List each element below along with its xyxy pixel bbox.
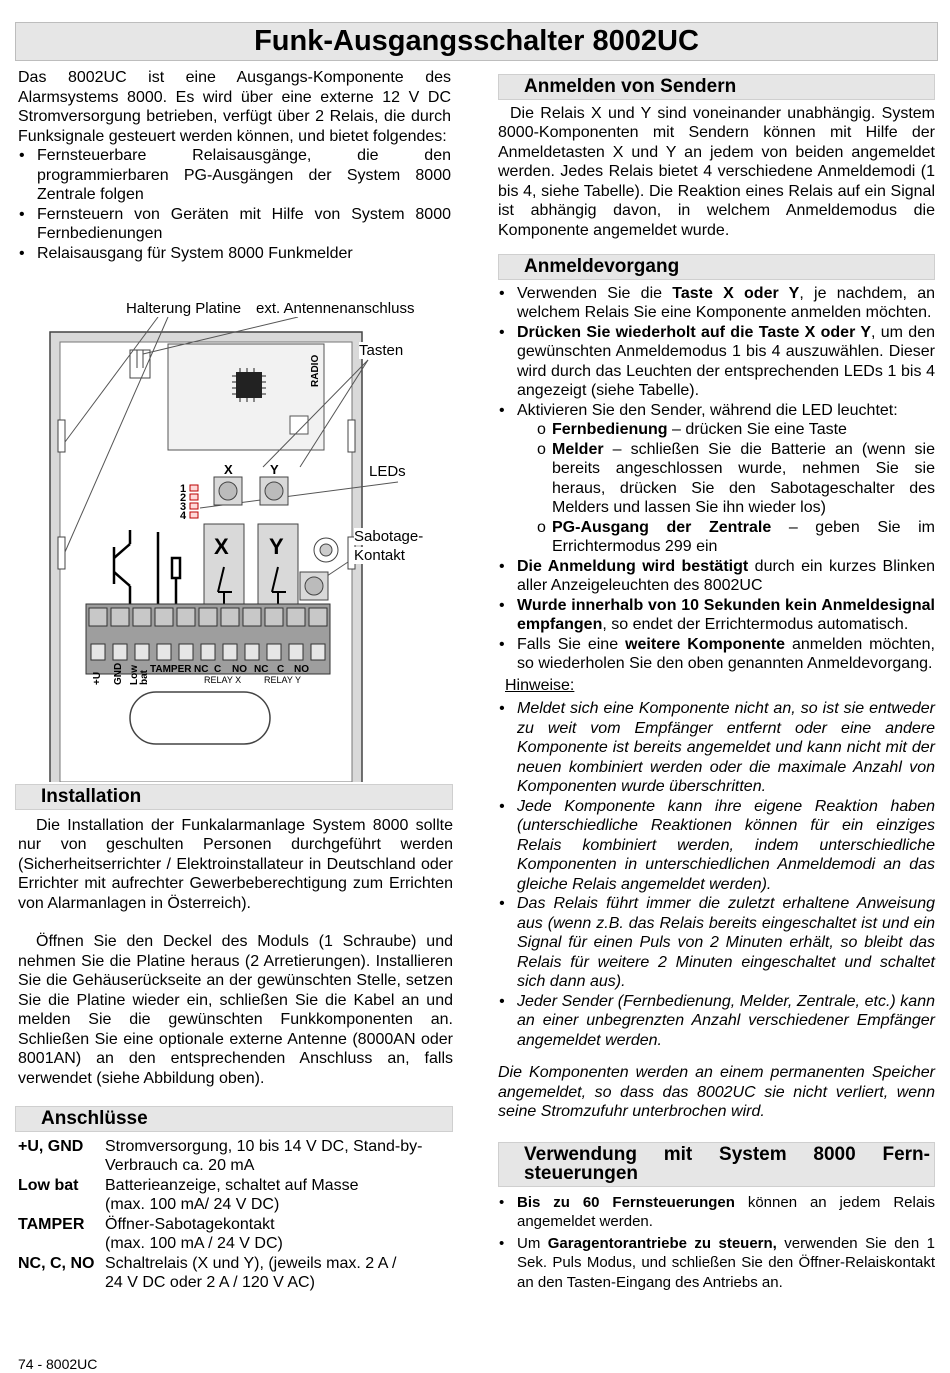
installation-heading: Installation bbox=[15, 784, 453, 810]
register-text: Die Relais X und Y sind voneinander unabhängig. System 8000-Komponenten mit Sendern können mit Hilfe der Anmeldetasten X und Y an jedem von beiden angemeldet werden. Jedes Relais bietet 4 verschiedene Anmeldemodi (1 bis 4, siehe Tabelle). Die Reaktion eines Relais auf ein Signal ist abhängig davon, in welchem Anmeldemodus die Komponente angemeldet wurde. bbox=[498, 104, 935, 239]
list-item: • Fernsteuern von Geräten mit Hilfe von System 8000 Fernbedienungen bbox=[18, 205, 451, 244]
installation-text-1: Die Installation der Funkalarmanlage System 8000 sollte nur von geschulten Personen durchgeführt werden (Sicherheitserrichter / Elektroinstallateur in Deutschland oder Errichter mit aufrechter Gewerbeberechtigung zum Errichten von Alarmanlagen in Österreich). bbox=[18, 816, 453, 912]
terminal-label: TAMPER bbox=[150, 664, 192, 675]
terminal-label: C bbox=[277, 664, 285, 675]
register-section bbox=[498, 74, 935, 1292]
label-external-antenna: ext. Antennenanschluss bbox=[256, 300, 415, 317]
installation-section bbox=[15, 784, 453, 1293]
connection-value: Batterieanzeige, schaltet auf Masse (max. 100 mA/ 24 V DC) bbox=[105, 1176, 359, 1213]
module-diagram bbox=[18, 292, 458, 782]
label-board-mount: Halterung Platine bbox=[126, 300, 242, 317]
terminal-label: bat bbox=[139, 670, 150, 685]
relay-x-caption: RELAY X bbox=[204, 675, 242, 685]
list-item: • Falls Sie eine weitere Komponente anmelden möchten, so wiederholen Sie den oben genannten Anmeldevorgang. bbox=[498, 635, 935, 674]
relay-x-letter: X bbox=[214, 534, 229, 559]
list-item: • Jede Komponente kann ihre eigene Reaktion haben (unterschiedliche Reaktionen können für ein einziges Relais kombiniert werden, indem unterschiedliche Komponenten in unterschiedlichen Anmeldemodi an das gleiche Relais angemeldet werden). bbox=[498, 797, 935, 895]
table-row bbox=[18, 1137, 453, 1176]
list-item: • Aktivieren Sie den Sender, während die LED leuchtet: o Fernbedienung – drücken Sie eine Taste o Melder – schließen Sie die Batterie an (wenn sie bereits angeschlossen wurde, nehmen Sie sie heraus, drücken Sie den Sabotageschalter des Melders und lassen Sie ihn wieder los) o PG-Ausgang der Zentrale – geben Sie im Errichtermodus 299 ein bbox=[498, 401, 935, 557]
list-item: • Wurde innerhalb von 10 Sekunden kein Anmeldesignal empfangen, so endet der Errichtermodus automatisch. bbox=[498, 596, 935, 635]
sub-list-item: o Melder – schließen Sie die Batterie an (wenn sie bereits angeschlossen wurde, nehmen Sie sie heraus, drücken Sie den Sabotageschalter des Melders und lassen Sie ihn wieder los) bbox=[535, 440, 935, 518]
sub-list-item: o Fernbedienung – drücken Sie eine Taste bbox=[535, 420, 935, 440]
terminal-label: NO bbox=[232, 664, 247, 675]
procedure-heading: Anmeldevorgang bbox=[498, 254, 935, 280]
radio-label: RADIO bbox=[310, 354, 321, 387]
register-heading: Anmelden von Sendern bbox=[498, 74, 935, 100]
procedure-steps bbox=[498, 284, 935, 674]
terminal-label: NC bbox=[254, 664, 269, 675]
connections-table bbox=[18, 1137, 453, 1293]
table-row bbox=[18, 1176, 453, 1215]
terminal-label: Low bbox=[129, 665, 140, 685]
notes-list bbox=[498, 699, 935, 1050]
intro-text: Das 8002UC ist eine Ausgangs-Komponente des Alarmsystems 8000. Es wird über eine externe 12 V DC Stromversorgung betrieben, verfügt über 2 Relais, die durch Funksignale gesteuert werden können, und bietet folgendes: bbox=[18, 69, 451, 145]
remote-heading: Verwendung mit System 8000 Fern-steuerungen bbox=[498, 1142, 935, 1187]
page-footer: 74 - 8002UC bbox=[18, 1356, 98, 1372]
page-title: Funk-Ausgangsschalter 8002UC bbox=[15, 22, 938, 61]
label-tamper-2: Kontakt bbox=[354, 547, 405, 564]
list-item: • Das Relais führt immer die zuletzt erhaltene Anweisung aus (wenn z.B. das Relais bereits eingeschaltet ist und ein Signal für einen Puls von 2 Minuten erhält, so bleibt das Relais für weitere 2 Minuten eingeschaltet und schaltet sich dann aus). bbox=[498, 894, 935, 992]
list-item: • Jeder Sender (Fernbedienung, Melder, Zentrale, etc.) kann an einer unbegrenzten Anzahl verschiedener Empfänger angemeldet werden. bbox=[498, 992, 935, 1051]
connection-value: Schaltrelais (X und Y), (jeweils max. 2 A / 24 V DC oder 2 A / 120 V AC) bbox=[105, 1254, 397, 1291]
table-row bbox=[18, 1215, 453, 1254]
terminal-label: NC bbox=[194, 664, 209, 675]
table-row bbox=[18, 1254, 453, 1293]
terminal-label: NO bbox=[294, 664, 309, 675]
remote-bullets bbox=[498, 1193, 935, 1293]
label-keys: Tasten bbox=[359, 342, 404, 359]
led-number: 4 bbox=[180, 510, 187, 522]
installation-text-2: Öffnen Sie den Deckel des Moduls (1 Schraube) und nehmen Sie die Platine heraus (2 Arretierungen). Installieren Sie die Gehäuserückseite an der gewünschten Stelle, setzen Sie die Platine wieder ein, schließen Sie die Kabel an und melden Sie die gewünschten Funkkomponenten an. Schließen Sie eine optionale externe Antenne (8000AN oder 8001AN) an den entsprechenden Anschluss an, falls verwendet (siehe Abbildung oben). bbox=[18, 933, 453, 1087]
sub-list-item: o PG-Ausgang der Zentrale – geben Sie im Errichtermodus 299 ein bbox=[535, 518, 935, 557]
notes-heading: Hinweise: bbox=[505, 676, 575, 694]
connection-key: TAMPER bbox=[18, 1215, 85, 1233]
intro-section bbox=[18, 68, 451, 263]
led-number: 3 bbox=[180, 501, 187, 513]
terminal-label: C bbox=[214, 664, 222, 675]
list-item: • Bis zu 60 Fernsteuerungen können an jedem Relais angemeldet werden. bbox=[498, 1193, 935, 1232]
connections-heading: Anschlüsse bbox=[15, 1106, 453, 1132]
connection-value: Stromversorgung, 10 bis 14 V DC, Stand-by- Verbrauch ca. 20 mA bbox=[105, 1137, 423, 1174]
closing-note: Die Komponenten werden an einem permanenten Speicher angemeldet, so dass das 8002UC sie nicht verliert, wenn seine Stromzufuhr unterbrochen wird. bbox=[498, 1064, 935, 1120]
list-item: • Fernsteuerbare Relaisausgänge, die den programmierbaren PG-Ausgängen der System 8000 Zentrale folgen bbox=[18, 146, 451, 205]
relay-y-caption: RELAY Y bbox=[264, 675, 302, 685]
label-tamper-1: Sabotage- bbox=[354, 528, 424, 545]
list-item: • Meldet sich eine Komponente nicht an, so ist sie entweder zu weit vom Empfänger entfernt oder eine andere Komponente ist bereits angemeldet und kann nicht mit der neuen kombiniert werden oder die maximale Anzahl von Komponenten wurde überschritten. bbox=[498, 699, 935, 797]
terminal-label: GND bbox=[113, 662, 124, 685]
led-number: 1 bbox=[180, 483, 187, 495]
list-item: • Drücken Sie wiederholt auf die Taste X oder Y, um den gewünschten Anmeldemodus 1 bis 4 auszuwählen. Dieser wird durch das Leuchten der entsprechenden LEDs 1 bis 4 angezeigt (siehe Tabelle). bbox=[498, 323, 935, 401]
connection-key: Low bat bbox=[18, 1176, 79, 1194]
list-item: • Um Garagentorantriebe zu steuern, verwenden Sie den 1 Sek. Puls Modus, und schließen Sie den Öffner-Relaiskontakt an den Tasten-Eingang des Antriebs an. bbox=[498, 1234, 935, 1293]
label-leds: LEDs bbox=[369, 463, 406, 480]
intro-bullets bbox=[18, 146, 451, 263]
connection-key: NC, C, NO bbox=[18, 1254, 95, 1272]
relay-y-letter: Y bbox=[269, 534, 284, 559]
key-y-label: Y bbox=[270, 462, 279, 477]
key-x-label: X bbox=[224, 462, 233, 477]
connection-value: Öffner-Sabotagekontakt (max. 100 mA / 24 V DC) bbox=[105, 1215, 283, 1252]
connection-key: +U, GND bbox=[18, 1137, 84, 1155]
terminal-label: +U bbox=[92, 671, 103, 685]
led-number: 2 bbox=[180, 492, 187, 504]
list-item: • Relaisausgang für System 8000 Funkmelder bbox=[18, 244, 451, 264]
list-item: • Verwenden Sie die Taste X oder Y, je nachdem, an welchem Relais Sie eine Komponente anmelden möchten. bbox=[498, 284, 935, 323]
list-item: • Die Anmeldung wird bestätigt durch ein kurzes Blinken aller Anzeigeleuchten des 8002UC bbox=[498, 557, 935, 596]
